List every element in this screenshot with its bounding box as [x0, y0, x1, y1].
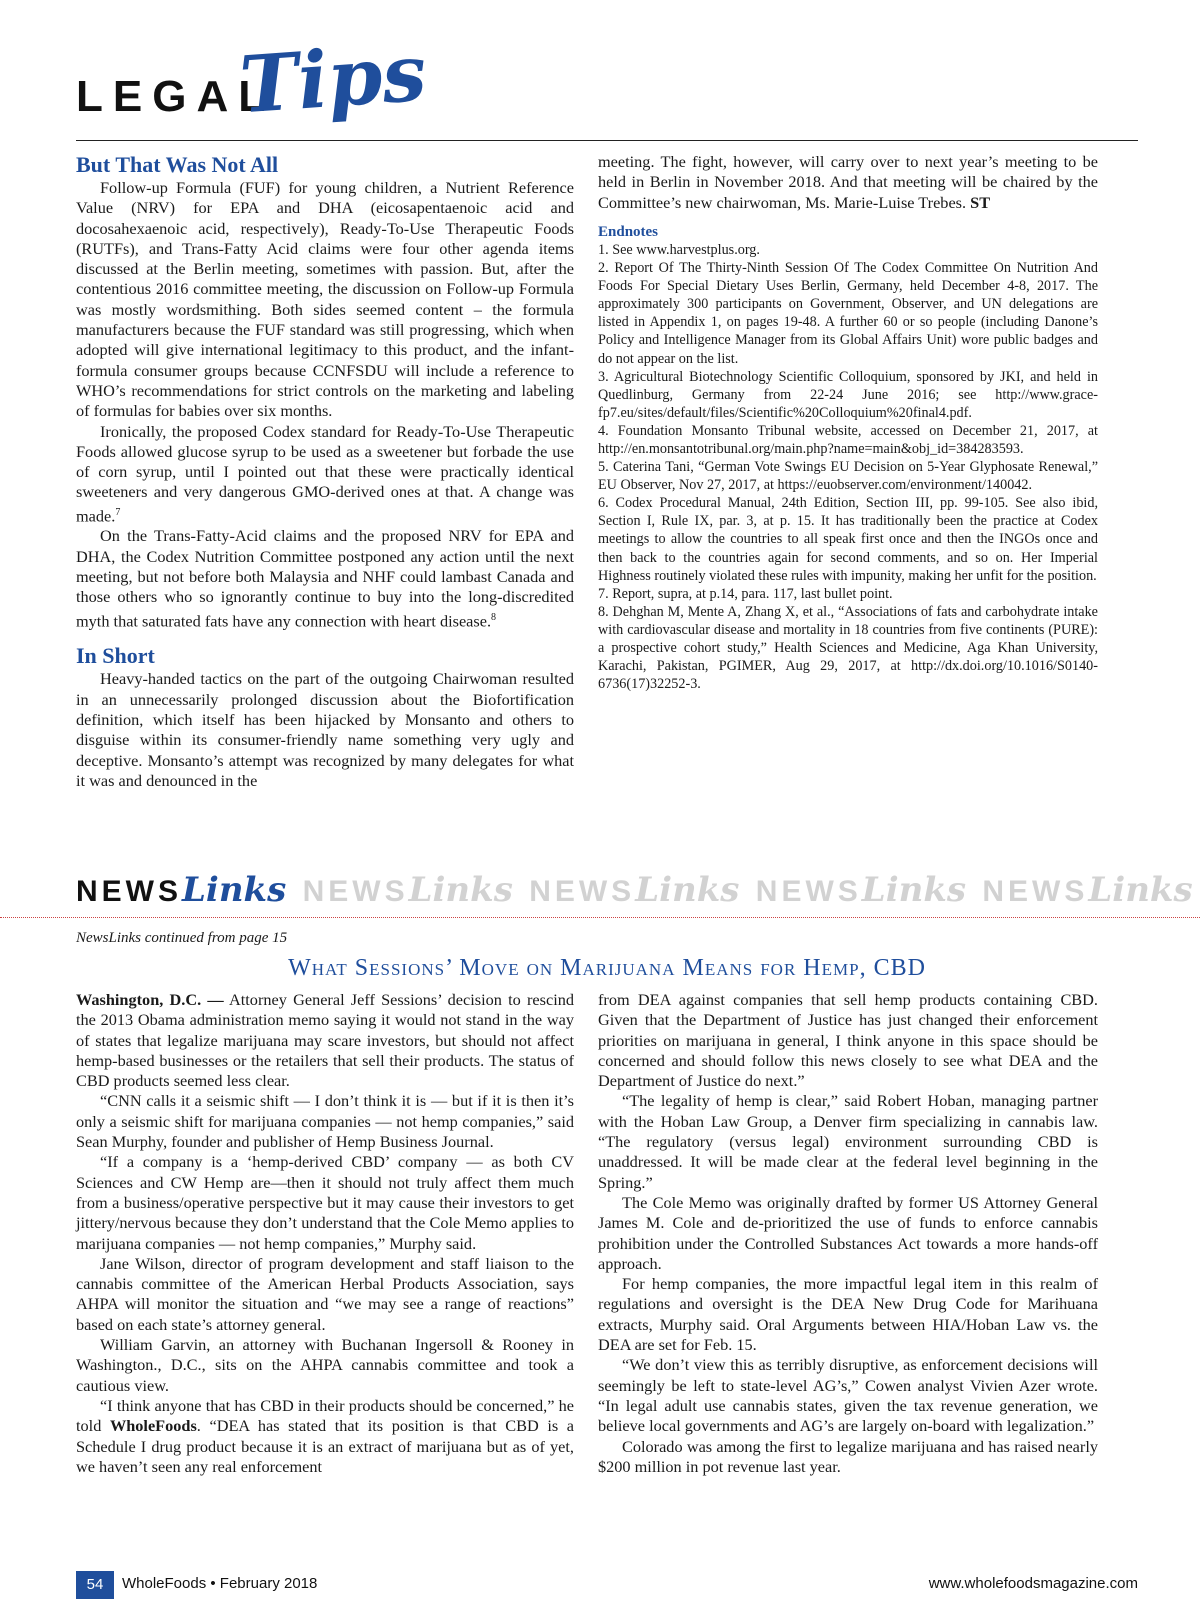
article-headline: What Sessions’ Move on Marijuana Means for Hemp, CBD: [288, 955, 926, 981]
paragraph: Ironically, the proposed Codex standard for Ready-To-Use Therapeutic Foods allowed glucose syrup to be used as a sweetener but forbade the use of corn syrup, until I pointed out that these were practically identical sweeteners and very dangerous GMO-derived ones at that. A change was made.$^7$: [76, 421, 574, 526]
paragraph: from DEA against companies that sell hemp products containing CBD. Given that the Department of Justice has just changed their enforcement priorities on marijuana in general, I think anyone in this space should be concerned and should follow this news closely to see what DEA and the Department of Justice do next.”: [598, 990, 1098, 1091]
footnote-ref: 8: [491, 611, 497, 623]
paragraph: Colorado was among the first to legalize marijuana and has raised nearly $200 million in pot revenue last year.: [598, 1436, 1098, 1476]
footnote-ref: 7: [115, 506, 121, 518]
subhead-not-all: But That Was Not All: [76, 152, 279, 177]
left-column-bottom: [76, 990, 574, 1477]
right-column-top: [598, 152, 1098, 693]
endnote: 3. Agricultural Biotechnology Scientific Colloquium, sponsored by JKI, and held in Quedlinburg, Germany from 22-24 June 2016; see http://www.grace-fp7.eu/sites/default/files/Scientific%20Colloquium%20final4.pdf.: [598, 368, 1098, 421]
magazine-issue: WholeFoods • February 2018: [122, 1575, 318, 1592]
endnotes: [598, 223, 1098, 693]
paragraph: meeting. The fight, however, will carry over to next year’s meeting to be held in Berlin in November 2018. And that meeting will be chaired by the Committee’s new chairwoman, Ms. Marie-Luise Trebes. ST: [598, 152, 1098, 212]
endnote: 6. Codex Procedural Manual, 24th Edition, Section III, pp. 99-105. See also ibid, Section I, Rule IX, par. 3, at p. 15. It has traditionally been the practice at Codex meetings to allow the countries to all speak first once and then the INGOs once and then back to the countries again for second comments, and so on. Her Imperial Highness routinely violated these rules with impunity, making her unfit for the position.: [598, 495, 1098, 584]
magazine-url: www.wholefoodsmagazine.com: [928, 1575, 1138, 1592]
endnote: 4. Foundation Monsanto Tribunal website, accessed on December 21, 2017, at http://en.monsantotribunal.org/main.php?name=main&obj_id=384283593.: [598, 422, 1098, 458]
endnotes-title: Endnotes: [598, 223, 659, 240]
author-initials: ST: [970, 192, 991, 212]
newslinks-banner: NEWSLinks NEWSLinks NEWSLinks NEWSLinks NEWSLinks: [76, 870, 1193, 910]
paragraph: For hemp companies, the more impactful legal item in this realm of regulations and oversight is the DEA New Drug Code for Marihuana extracts, Murphy said. Oral Arguments between HIA/Hoban Law vs. the DEA are set for Feb. 15.: [598, 1274, 1098, 1355]
left-column-top: [76, 152, 574, 791]
header-rule: [76, 140, 1138, 141]
paragraph: Jane Wilson, director of program development and staff liaison to the cannabis committee of the American Herbal Products Association, says AHPA will monitor the situation and “we may see a range of reactions” based on each state’s attorney general.: [76, 1253, 574, 1334]
endnote: 1. See www.harvestplus.org.: [598, 241, 760, 258]
section-title-legal: LEGAL: [76, 72, 276, 121]
dotted-divider: [0, 917, 1200, 918]
paragraph: “We don’t view this as terribly disruptive, as enforcement decisions will seemingly be left to state-level AG’s,” Cowen analyst Vivien Azer wrote. “In legal adult use cannabis states, given the tax revenue generation, we believe local governments and AG’s are largely on-board with legalization.”: [598, 1355, 1098, 1436]
section-title-tips: Tips: [237, 27, 430, 132]
paragraph: “The legality of hemp is clear,” said Robert Hoban, managing partner with the Hoban Law Group, a Denver firm specializing in cannabis law. “The regulatory (versus legal) environment surrounding CBD is unaddressed. It will be made clear at the federal level beginning in the Spring.”: [598, 1091, 1098, 1192]
paragraph: “CNN calls it a seismic shift — I don’t think it is — but if it is then it’s only a seismic shift for marijuana companies — not hemp companies,” said Sean Murphy, founder and publisher of Hemp Business Journal.: [76, 1091, 574, 1152]
paragraph: William Garvin, an attorney with Buchanan Ingersoll & Rooney in Washington., D.C., sits on the AHPA cannabis committee and took a cautious view.: [76, 1335, 574, 1395]
endnote: 5. Caterina Tani, “German Vote Swings EU Decision on 5-Year Glyphosate Renewal,” EU Observer, Nov 27, 2017, at https://euobserver.com/environment/140042.: [598, 459, 1098, 494]
paragraph: Washington, D.C. — Attorney General Jeff Sessions’ decision to rescind the 2013 Obama administration memo saying it would not stand in the way of states that legalize marijuana may scare investors, but should not affect hemp-based businesses or the retailers that sell their products. The status of CBD products seemed less clear.: [76, 990, 574, 1091]
endnote: 7. Report, supra, at p.14, para. 117, last bullet point.: [598, 585, 893, 602]
subhead-in-short: In Short: [76, 643, 155, 669]
paragraph: The Cole Memo was originally drafted by former US Attorney General James M. Cole and de-prioritized the use of funds to enforce cannabis prohibition under the Controlled Substances Act towards a more hands-off approach.: [598, 1192, 1098, 1273]
page-number: 54: [76, 1571, 114, 1599]
paragraph: Follow-up Formula (FUF) for young children, a Nutrient Reference Value (NRV) for EPA and DHA (eicosapentaenoic acid and docosahexaenoic acid, respectively), Ready-To-Use Therapeutic Foods (RUTFs), and Trans-Fatty Acid claims were four other agenda items discussed at the Berlin meeting, sometimes with passion. But, after the contentious 2016 committee meeting, the discussion on Follow-up Formula was mostly wordsmithing. Both sides seemed content – the formula manufacturers because the FUF standard was still progressing, which when adopted will give international legitimacy to this product, and the infant-formula consumer groups because CCNFSDU will include a reference to WHO’s recommendations for strict controls on the marketing and labeling of formulas for babies over six months.: [76, 178, 574, 421]
right-column-bottom: [598, 990, 1098, 1477]
paragraph: “If a company is a ‘hemp-derived CBD’ company — as both CV Sciences and CW Hemp are—then it should not truly affect them much from a business/operative perspective but it may cause their investors to get jittery/nervous because they don’t understand that the Cole Memo applies to marijuana companies — not hemp companies,” Murphy said.: [76, 1152, 574, 1253]
endnote: 2. Report Of The Thirty-Ninth Session Of The Codex Committee On Nutrition And Foods For Special Dietary Uses Berlin, Germany, held December 4-8, 2017. The approximately 300 participants on Government, Observer, and UN delegations are listed in Appendix 1, on pages 19-48. A further 60 or so people (including Danone’s Policy and Intelligence Manager from its Global Affairs Unit) wore public badges and do not appear on the list.: [598, 260, 1098, 367]
paragraph: On the Trans-Fatty-Acid claims and the proposed NRV for EPA and DHA, the Codex Nutrition Committee postponed any action until the next meeting, but not before both Malaysia and NHF could lambast Canada and those others who so ignorantly continue to buy into the long-discredited myth that saturated fats have any connection with heart disease.$^8$: [76, 526, 574, 631]
endnote: 8. Dehghan M, Mente A, Zhang X, et al., “Associations of fats and carbohydrate intake with cardiovascular disease and mortality in 18 countries from five continents (PURE): a prospective cohort study,” Health Sciences and Medicine, Aga Khan University, Karachi, Pakistan, PGIMER, Aug 29, 2017, at http://dx.doi.org/10.1016/S0140-6736(17)32252-3.: [598, 603, 1098, 693]
paragraph: “I think anyone that has CBD in their products should be concerned,” he told WholeFoods. “DEA has stated that its position is that CBD is a Schedule I drug product because it is an extract of marijuana but as of yet, we haven’t seen any real enforcement: [76, 1395, 574, 1476]
paragraph: Heavy-handed tactics on the part of the outgoing Chairwoman resulted in an unnecessarily prolonged discussion about the Biofortification definition, which itself has been hijacked by Monsanto and others to disguise within its consumer-friendly name something very ugly and deceptive. Monsanto’s attempt was recognized by many delegates for what it was and denounced in the: [76, 669, 574, 790]
continued-note: NewsLinks continued from page 15: [76, 930, 288, 946]
dateline: Washington, D.C. —: [76, 990, 224, 1009]
